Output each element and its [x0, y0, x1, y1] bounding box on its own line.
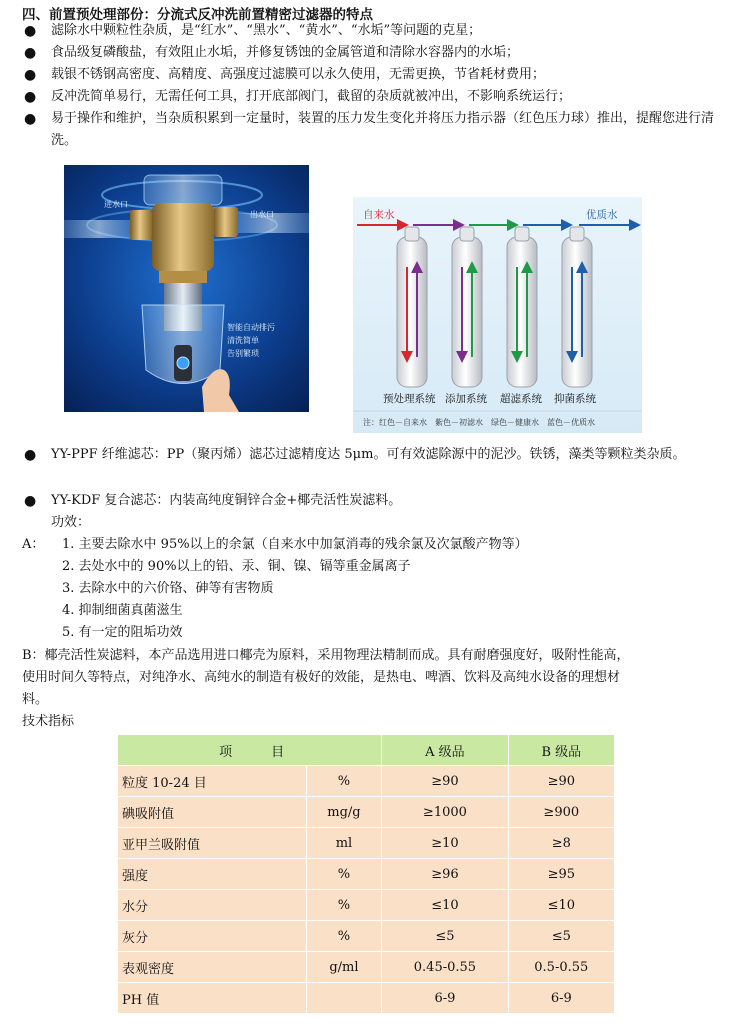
- diagram-note: 注：红色－自来水 紫色－初滤水 绿色－健康水 蓝色－优质水: [363, 418, 595, 427]
- kdf-text: YY-KDF 复合滤芯：内装高纯度铜锌合金+椰壳活性炭滤料。: [51, 493, 402, 508]
- b-paragraph-line: 使用时间久等特点，对纯净水、高纯水的制造有极好的效能，是热电、啤酒、饮料及高纯水设备的理想材: [22, 670, 621, 685]
- header-grade-b: B 级品: [508, 735, 614, 766]
- row-item: 表观密度: [118, 952, 306, 983]
- row-grade-b: ≤5: [508, 921, 614, 952]
- ppf-text: YY-PPF 纤维滤芯：PP（聚丙烯）滤芯过滤精度达 5μm。可有效滤除源中的泥沙。铁锈，藻类等颗粒类杂质。: [51, 447, 686, 462]
- table-row: [118, 890, 614, 921]
- stage-label: 添加系统: [445, 393, 487, 405]
- feature-text: 食品级复磷酸盐，有效阻止水垢，并修复锈蚀的金属管道和清除水容器内的水垢；: [51, 45, 520, 60]
- feature-text: 载银不锈钢高密度、高精度、高强度过滤膜可以永久使用，无需更换，节省耗材费用；: [51, 67, 546, 82]
- bullet-icon: ●: [24, 67, 37, 83]
- row-item: 粒度 10-24 目: [118, 766, 306, 797]
- table-row: [118, 983, 614, 1014]
- row-item: 水分: [118, 890, 306, 921]
- effect-item: 5. 有一定的阻垢功效: [62, 625, 183, 640]
- row-grade-a: 6-9: [382, 983, 508, 1014]
- feature-text: 滤除水中颗粒性杂质，是“红水”、“黑水”、“黄水”、“水垢”等问题的克星；: [51, 23, 482, 38]
- row-grade-a: ≥10: [382, 828, 508, 859]
- effect-item: 1. 主要去除水中 95%以上的余氯（自来水中加氯消毒的残余氯及次氯酸产物等）: [62, 537, 528, 552]
- row-grade-b: ≥8: [508, 828, 614, 859]
- bullet-icon: ●: [24, 447, 37, 463]
- table-row: [118, 859, 614, 890]
- row-grade-a: ≥96: [382, 859, 508, 890]
- row-grade-b: 6-9: [508, 983, 614, 1014]
- row-grade-b: ≥95: [508, 859, 614, 890]
- stage-label: 超滤系统: [500, 393, 542, 405]
- feature-item: [22, 64, 718, 86]
- ppf-item: [22, 444, 718, 466]
- row-item: 强度: [118, 859, 306, 890]
- row-item: 碘吸附值: [118, 797, 306, 828]
- outlet-label: 出水口: [250, 210, 274, 219]
- b-paragraph-line: 料。: [22, 692, 49, 707]
- photo-caption-3: 告别繁琐: [227, 349, 259, 358]
- spec-table: [118, 735, 614, 1014]
- table-row: [118, 952, 614, 983]
- table-row: [118, 797, 614, 828]
- row-unit: %: [306, 859, 382, 890]
- a-label: A：: [22, 537, 45, 552]
- header-grade-a: A 级品: [382, 735, 508, 766]
- prefilter-photo: [64, 165, 309, 412]
- effect-item: 4. 抑制细菌真菌滋生: [62, 603, 183, 618]
- row-item: 亚甲兰吸附值: [118, 828, 306, 859]
- feature-item: [22, 108, 718, 152]
- row-grade-b: ≤10: [508, 890, 614, 921]
- row-unit: %: [306, 766, 382, 797]
- row-unit: %: [306, 921, 382, 952]
- feature-item: [22, 42, 718, 64]
- effect-item: 3. 去除水中的六价铬、砷等有害物质: [62, 581, 274, 596]
- row-grade-a: ≤10: [382, 890, 508, 921]
- inlet-label: 进水口: [104, 200, 128, 209]
- row-grade-b: ≥900: [508, 797, 614, 828]
- bullet-icon: ●: [24, 493, 37, 509]
- table-header-row: [118, 735, 614, 766]
- b-paragraph-line: B：椰壳活性炭滤料，本产品选用进口椰壳为原料，采用物理法精制而成。具有耐磨强度好，吸附性能高，: [22, 648, 630, 663]
- table-row: [118, 766, 614, 797]
- bullet-icon: ●: [24, 89, 37, 105]
- bullet-icon: ●: [24, 45, 37, 61]
- kdf-item: [22, 490, 718, 512]
- effect-item: 2. 去处水中的 90%以上的铅、汞、铜、镍、镉等重金属离子: [62, 559, 411, 574]
- effect-label: 功效：: [51, 515, 91, 530]
- section-heading: 四、前置预处理部份：分流式反冲洗前置精密过滤器的特点: [22, 7, 373, 23]
- stage-label: 抑菌系统: [554, 393, 596, 405]
- row-grade-b: ≥90: [508, 766, 614, 797]
- row-unit: ml: [306, 828, 382, 859]
- table-row: [118, 921, 614, 952]
- header-item: 项 目: [118, 735, 382, 766]
- row-unit: g/ml: [306, 952, 382, 983]
- feature-text: 反冲洗简单易行，无需任何工具，打开底部阀门，截留的杂质就被冲出，不影响系统运行；: [51, 89, 572, 104]
- photo-caption-2: 清洗简单: [227, 336, 259, 345]
- row-item: 灰分: [118, 921, 306, 952]
- tap-water-label: 自来水: [363, 209, 395, 221]
- bullet-icon: ●: [24, 111, 37, 127]
- row-grade-b: 0.5-0.55: [508, 952, 614, 983]
- stage-label: 预处理系统: [383, 393, 436, 405]
- photo-caption-1: 智能自动排污: [227, 323, 275, 332]
- row-item: PH 值: [118, 983, 306, 1014]
- table-row: [118, 828, 614, 859]
- row-unit: mg/g: [306, 797, 382, 828]
- tech-title: 技术指标: [22, 714, 75, 729]
- quality-water-label: 优质水: [586, 209, 618, 221]
- row-unit: [306, 983, 382, 1014]
- row-grade-a: ≥1000: [382, 797, 508, 828]
- bullet-icon: ●: [24, 23, 37, 39]
- row-unit: %: [306, 890, 382, 921]
- feature-item: [22, 86, 718, 108]
- row-grade-a: ≤5: [382, 921, 508, 952]
- filtration-diagram: [353, 197, 642, 433]
- feature-item: [22, 20, 718, 42]
- feature-text: 易于操作和维护，当杂质积累到一定量时，装置的压力发生变化并将压力指示器（红色压力球）推出，提醒您进行清洗。: [51, 111, 715, 148]
- row-grade-a: 0.45-0.55: [382, 952, 508, 983]
- row-grade-a: ≥90: [382, 766, 508, 797]
